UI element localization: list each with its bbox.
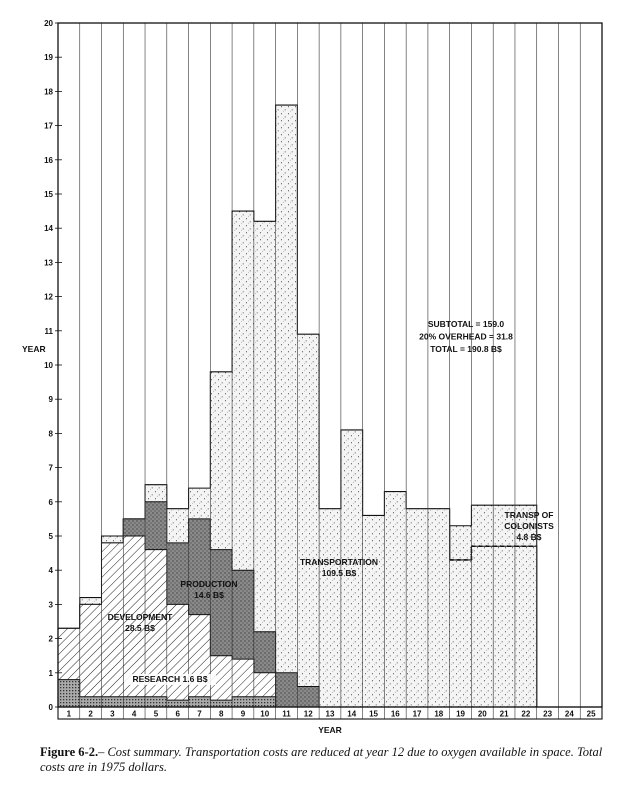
x-tick-label: 19 (456, 709, 466, 719)
x-tick-label: 20 (477, 709, 487, 719)
caption-text: – Cost summary. Transportation costs are reduced at year 12 due to oxygen available in space. Total costs are in 1975 dollars. (40, 745, 603, 774)
y-tick-label: 18 (44, 87, 53, 97)
y-tick-label: 19 (44, 53, 53, 63)
totals-block (419, 319, 513, 354)
x-tick-label: 18 (434, 709, 444, 719)
y-tick-label: 4 (48, 566, 53, 576)
series-label-line: TRANSP OF (504, 510, 554, 520)
x-tick-label: 23 (543, 709, 553, 719)
x-tick-label: 21 (499, 709, 509, 719)
x-tick-label: 5 (153, 709, 159, 719)
x-tick-label: 14 (347, 709, 357, 719)
x-axis-label: YEAR (318, 725, 342, 735)
x-tick-label: 3 (110, 709, 115, 719)
x-tick-label: 7 (197, 709, 202, 719)
totals-line: TOTAL = 190.8 B$ (430, 344, 502, 354)
y-tick-label: 7 (48, 463, 53, 473)
y-tick-label: 8 (48, 429, 53, 439)
totals-line: SUBTOTAL = 159.0 (427, 319, 505, 329)
y-tick-label: 14 (44, 224, 53, 234)
y-tick-label: 0 (48, 703, 53, 712)
series-label-line: TRANSPORTATION (299, 557, 379, 567)
x-tick-label: 17 (412, 709, 422, 719)
y-tick-label: 13 (44, 258, 53, 268)
y-axis-label: YEAR (22, 344, 46, 354)
y-tick-label: 9 (48, 395, 53, 405)
y-tick-label: 17 (44, 121, 53, 131)
x-tick-label: 22 (521, 709, 531, 719)
x-tick-label: 15 (369, 709, 378, 719)
x-tick-label: 25 (586, 709, 596, 719)
x-tick-label: 10 (260, 709, 270, 719)
series-label-line: 4.8 B$ (516, 532, 542, 542)
y-tick-label: 6 (48, 497, 53, 507)
x-tick-label: 8 (218, 709, 224, 719)
x-tick-label: 12 (303, 709, 313, 719)
x-tick-label: 24 (564, 709, 574, 719)
series-label-line: 109.5 B$ (321, 568, 357, 578)
figure-caption (40, 745, 610, 775)
x-tick-label: 6 (175, 709, 180, 719)
series-label-line: RESEARCH 1.6 B$ (132, 674, 208, 684)
y-tick-label: 12 (44, 292, 53, 302)
y-tick-label: 2 (48, 634, 53, 644)
y-tick-label: 5 (48, 532, 53, 541)
series-label-line: 14.6 B$ (194, 590, 224, 600)
series-label-line: 28.5 B$ (125, 623, 155, 633)
y-tick-label: 3 (48, 600, 53, 610)
y-tick-label: 16 (44, 155, 53, 165)
totals-line: 20% OVERHEAD = 31.8 (419, 331, 513, 342)
y-tick-label: 11 (44, 326, 53, 336)
x-tick-label: 13 (325, 709, 335, 719)
series-label-line: PRODUCTION (180, 579, 238, 589)
y-tick-label: 15 (44, 190, 53, 199)
series-label-research (132, 674, 207, 684)
series-label-line: COLONISTS (504, 521, 554, 531)
x-tick-label: 16 (390, 709, 400, 719)
y-tick-label: 20 (44, 19, 53, 28)
series-label-line: DEVELOPMENT (107, 612, 173, 622)
y-tick-label: 10 (44, 361, 53, 370)
x-tick-label: 4 (131, 709, 137, 719)
y-tick-label: 1 (48, 668, 53, 678)
x-tick-label: 9 (240, 709, 246, 719)
x-tick-label: 11 (282, 709, 291, 719)
x-tick-label: 2 (88, 709, 93, 719)
caption-figure-number: Figure 6-2. (40, 745, 99, 759)
x-tick-label: 1 (66, 709, 72, 719)
